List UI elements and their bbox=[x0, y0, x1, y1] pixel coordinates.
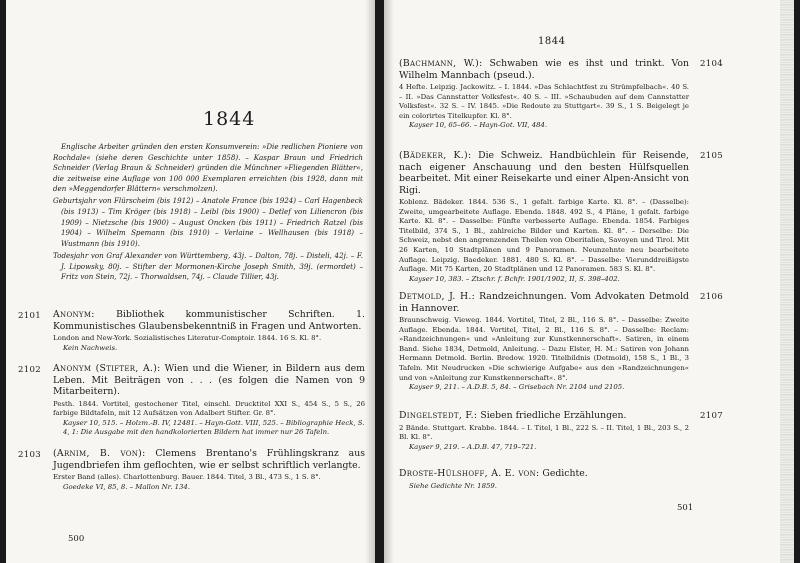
year-intro bbox=[53, 142, 363, 284]
entry-references: Kayser 10, 65–66. – Hayn-Got. VII, 484. bbox=[409, 121, 548, 130]
catalog-entry bbox=[399, 58, 689, 131]
entry-number: 2106 bbox=[700, 292, 724, 302]
entry-title: Wien und die Wiener, in Bildern aus dem Leben. Mit Beiträgen von . . . (es folgen die Namen von 9 Mitarbeitern). bbox=[53, 363, 365, 397]
entry-title: Clemens Brentano's Frühlingskranz aus Jugendbriefen ihm geflochten, wie er selbst schriftlich verlangte. bbox=[53, 448, 365, 471]
entry-number: 2104 bbox=[700, 59, 724, 69]
entry-author: Anonym: bbox=[53, 309, 95, 320]
catalog-entry bbox=[399, 468, 689, 491]
entry-details: Braunschweig. Vieweg. 1844. Vortitel, Titel, 2 Bl., 116 S. 8°. – Dasselbe: Zweite Auflage. Ebenda. 1844. Vortitel, Titel, 2 Bl., 116 S. 8°. – Dasselbe: Reclam: »Randzeichnungen« und »Anleitung zur Kunstkennerschaft«. Satiren, in einem Band. Siehe 1834, Detmold, Anleitung. – Dazu Elster, H. M.: Satiren von Johann Hermann Detmold. Berlin. Bredow. 1920. Titelbildnis (Detmold), 158 S., 1 Bl., 3 Tafeln. Mit Neudrucken »Die schwierige Aufgabe« aus den »Randzeichnungen« und von »Anleitung zur Kunstkennerschaft«. 8°. bbox=[399, 316, 689, 382]
catalog-entry bbox=[53, 448, 365, 492]
entry-title: Schwaben wie es ihst und trinkt. Von Wilhelm Mannbach (pseud.). bbox=[399, 58, 689, 81]
entry-number: 2103 bbox=[18, 450, 42, 460]
entry-references: Goedeke VI, 85, 8. – Mallon Nr. 134. bbox=[63, 482, 190, 491]
entry-details: Pesth. 1844. Vortitel, gestochener Titel, einschl. Drucktitel XXI S., 454 S., 5 S., 26 farbige Bildtafeln, mit 12 Aufsätzen von Adalbert Stifter. Gr. 8°. bbox=[53, 399, 365, 418]
catalog-entry bbox=[399, 150, 689, 284]
entry-details: 4 Hefte. Leipzig. Jackowitz. – I. 1844. »Das Schlachtfest zu Strümpfelbach«. 40 S. – II. »Das Cannstatter Volksfest«. 40 S. – III. »Schaubuden auf dem Cannstatter Volksfest«. 32 S. – IV. 1845. »Die Redoute zu Stuttgart«. 39 S., 1 S. Beigelegt je ein colorirtes Titelkupfer. Kl. 8°. bbox=[399, 83, 689, 120]
left-page bbox=[6, 0, 375, 563]
entry-author: Anonym (Stifter, A.): bbox=[53, 363, 161, 374]
entry-references: Kayser 10, 383. – Ztschr. f. Bchfr. 1901/1902, II, S. 398–402. bbox=[409, 274, 620, 283]
entry-details: Koblenz. Bädeker. 1844. 536 S., 1 gefalt. farbige Karte. Kl. 8°. – (Dasselbe): Zweite, umgearbeitete Auflage. Ebenda. 1848. 492 S., 4 Pläne, 1 gefalt. farbige Karte. Kl. 8°. – Dasselbe: Fünfte verbesserte Auflage. Ebenda. 1854. Farbiges Titelbild, 374 S., 1 Bl., zahlreiche Bilder und Karten. Kl. 8°. – Derselbe: Die Schweiz, nebst den angrenzenden Theilen von Oberitalien, Savoyen und Tirol. Mit 26 Karten, 10 Stadtplänen und 9 Panoramen. Neunzehnte neu bearbeitete Auflage. Leipzig. Baedeker. 1881. 480 S. Kl. 8°. – Dasselbe: Vierunddreißigste Auflage. Mit 75 Karten, 20 Stadtplänen und 12 Panoramen. 583 S. Kl. 8°. bbox=[399, 198, 689, 274]
page-number: 500 bbox=[68, 534, 85, 544]
entry-author: (Arnim, B. von): bbox=[53, 448, 146, 459]
entry-title: Randzeichnungen. Vom Advokaten Detmold in Hannover. bbox=[399, 291, 689, 314]
entry-references: Siehe Gedichte Nr. 1859. bbox=[409, 481, 497, 490]
entry-title: Bibliothek kommunistischer Schriften. 1. Kommunistisches Glaubensbekenntniß in Fragen und Antworten. bbox=[53, 309, 365, 332]
entry-references: Kayser 9, 219. – A.D.B. 47, 719–721. bbox=[409, 442, 537, 451]
entry-title: Sieben friedliche Erzählungen. bbox=[480, 410, 627, 421]
entry-heading bbox=[399, 58, 689, 81]
entry-title: Die Schweiz. Handbüchlein für Reisende, nach eigener Anschauung und den besten Hülfsquellen bearbeitet. Mit einer Reisekarte und einer Alpen-Ansicht von Rigi. bbox=[399, 150, 689, 196]
entry-heading bbox=[53, 309, 365, 332]
catalog-entry bbox=[399, 410, 689, 452]
intro-births: Geburtsjahr von Flürscheim (bis 1912) – Anatole France (bis 1924) – Carl Hagenbeck (bis 1913) – Tim Kröger (bis 1918) – Leibl (bis 1900) – Detlef von Liliencron (bis 1909) – Nietzsche (bis 1900) – August Oncken (bis 1911) – Friedrich Ratzel (bis 1904) – Wilhelm Spemann (bis 1910) – Verlaine – Wellhausen (bis 1918) – Wustmann (bis 1910). bbox=[53, 196, 363, 248]
entry-details: 2 Bände. Stuttgart. Krabbe. 1844. – I. Titel, 1 Bl., 222 S. – II. Titel, 1 Bl., 203 S., 2 Bl. Kl. 8°. bbox=[399, 423, 689, 442]
intro-events: Englische Arbeiter gründen den ersten Konsumverein: »Die redlichen Pioniere von Rochdale« (siehe deren Geschichte unter 1858). – Kaspar Braun und Friedrich Schneider (Verlag Braun & Schneider) gründen die Münchner »Fliegenden Blätter«, die zeitweise eine Auflage von 100 000 Exemplaren erreichten (bis 1928, dann mit den »Meggendorfer Blättern« verschmolzen). bbox=[53, 142, 363, 194]
entry-number: 2105 bbox=[700, 151, 724, 161]
entry-references: Kayser 9, 211. – A.D.B. 5, 84. – Grisebach Nr. 2104 und 2105. bbox=[409, 383, 625, 392]
catalog-entry bbox=[53, 309, 365, 353]
entry-author: (Bachmann, W.): bbox=[399, 58, 483, 69]
running-head: 1844 bbox=[538, 36, 566, 47]
entry-author: (Bädeker, K.): bbox=[399, 150, 472, 161]
entry-heading bbox=[53, 363, 365, 398]
page-edge-noise bbox=[780, 0, 794, 563]
page-number: 501 bbox=[677, 503, 694, 513]
entry-author: Droste-Hülshoff, A. E. von: bbox=[399, 468, 540, 479]
gutter-shadow bbox=[365, 0, 375, 563]
entry-heading bbox=[399, 291, 689, 314]
entry-details: London and New-York. Sozialistisches Literatur-Comptoir. 1844. 16 S. Kl. 8°. bbox=[53, 334, 322, 342]
entry-references: Kayser 10, 515. – Holzm.-B. IV, 12481. – Hayn-Gott. VIII, 525. – Bibliographie Heck, S. 4, 1: Die Ausgabe mit den handkolorierten Bildern hat immer nur 26 Tafeln. bbox=[63, 418, 365, 437]
entry-author: Detmold, J. H.: bbox=[399, 291, 476, 302]
entry-title: Gedichte. bbox=[542, 468, 588, 479]
catalog-entry bbox=[53, 363, 365, 438]
entry-author: Dingelstedt, F.: bbox=[399, 410, 478, 421]
entry-references: Kein Nachweis. bbox=[63, 343, 118, 352]
catalog-entry bbox=[399, 291, 689, 393]
entry-number: 2101 bbox=[18, 311, 42, 321]
intro-deaths: Todesjahr von Graf Alexander von Württemberg, 43j. – Dalton, 78j. – Disteli, 42j. – F. J. Lipowsky, 80j. – Stifter der Mormonen-Kirche Joseph Smith, 39j. (ermordet) – Fritz von Stein, 72j. – Thorwaldsen, 74j. – Claude Tillier, 43j. bbox=[53, 250, 363, 282]
gutter-shadow bbox=[384, 0, 394, 563]
entry-heading bbox=[399, 468, 689, 480]
year-heading: 1844 bbox=[203, 108, 256, 130]
entry-number: 2107 bbox=[700, 411, 724, 421]
entry-number: 2102 bbox=[18, 365, 42, 375]
entry-heading bbox=[399, 150, 689, 196]
entry-details: Erster Band (alles). Charlottenburg. Bauer. 1844. Titel, 3 Bl., 473 S., 1 S. 8°. bbox=[53, 473, 321, 481]
entry-heading bbox=[53, 448, 365, 471]
entry-heading bbox=[399, 410, 689, 422]
